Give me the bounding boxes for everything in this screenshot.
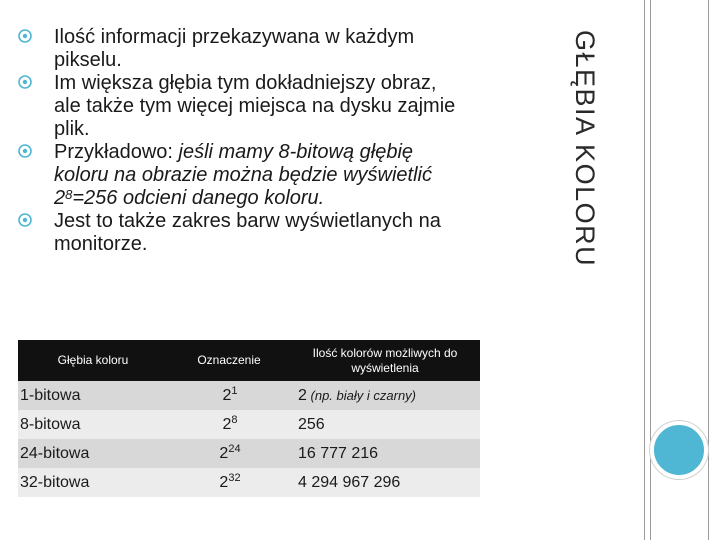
notation-exponent: 24 — [228, 442, 241, 455]
header-depth: Głębia koloru — [18, 340, 168, 381]
notation-exponent: 32 — [228, 471, 241, 484]
bullet-text: Jest to także zakres barw wyświetlanych na monitorze. — [54, 210, 441, 255]
bullet-item — [18, 210, 468, 256]
bullet-item — [18, 26, 468, 72]
bullet-circle-icon — [18, 144, 32, 158]
notation-exponent: 8 — [231, 413, 238, 426]
cell-notation — [168, 381, 290, 410]
bullet-item — [18, 141, 468, 210]
cell-color-count — [290, 468, 480, 497]
notation-exponent: 1 — [231, 384, 238, 397]
count-value: 4 294 967 296 — [298, 473, 401, 491]
notation-base: 2 — [219, 473, 229, 491]
cell-depth: 1-bitowa — [18, 381, 168, 410]
bullet-text: 8 — [65, 187, 73, 202]
slide-title: GŁĘBIA KOLORU — [570, 30, 600, 268]
table-row — [18, 381, 480, 410]
cell-color-count — [290, 381, 480, 410]
table-header-row — [18, 340, 480, 381]
count-value: 256 — [298, 415, 325, 433]
count-note: (np. biały i czarny) — [306, 387, 416, 403]
header-notation: Oznaczenie — [168, 340, 290, 381]
header-color-count: Ilość kolorów możliwych do wyświetlenia — [290, 340, 480, 381]
cell-depth: 32-bitowa — [18, 468, 168, 497]
notation-base: 2 — [219, 444, 229, 462]
count-value: 2 — [298, 386, 307, 404]
bullet-text: Ilość informacji przekazywana w każdym pikselu. — [54, 26, 415, 71]
bullet-item — [18, 72, 468, 141]
bullet-text: Przykładowo: — [54, 141, 179, 163]
decor-circle — [650, 421, 708, 479]
bullet-circle-icon — [18, 75, 32, 89]
cell-color-count — [290, 410, 480, 439]
bullet-text: jeśli mamy 8-bitową głębię koloru na obrazie można będzie wyświetlić 2 — [54, 141, 432, 209]
cell-notation — [168, 468, 290, 497]
bullet-circle-icon — [18, 29, 32, 43]
cell-notation — [168, 410, 290, 439]
count-value: 16 777 216 — [298, 444, 379, 462]
bullet-circle-icon — [18, 213, 32, 227]
color-depth-table — [18, 340, 480, 497]
table-row — [18, 410, 480, 439]
table-row — [18, 439, 480, 468]
cell-depth: 8-bitowa — [18, 410, 168, 439]
cell-depth: 24-bitowa — [18, 439, 168, 468]
decor-line-right — [708, 0, 709, 540]
notation-base: 2 — [222, 386, 232, 404]
notation-base: 2 — [222, 415, 232, 433]
cell-color-count — [290, 439, 480, 468]
cell-notation — [168, 439, 290, 468]
decor-line-left — [644, 0, 645, 540]
table-row — [18, 468, 480, 497]
bullet-text: Im większa głębia tym dokładniejszy obraz, ale także tym więcej miejsca na dysku zajmie plik. — [54, 72, 456, 140]
bullet-list — [18, 26, 468, 256]
bullet-text: =256 odcieni danego koloru. — [72, 187, 325, 209]
